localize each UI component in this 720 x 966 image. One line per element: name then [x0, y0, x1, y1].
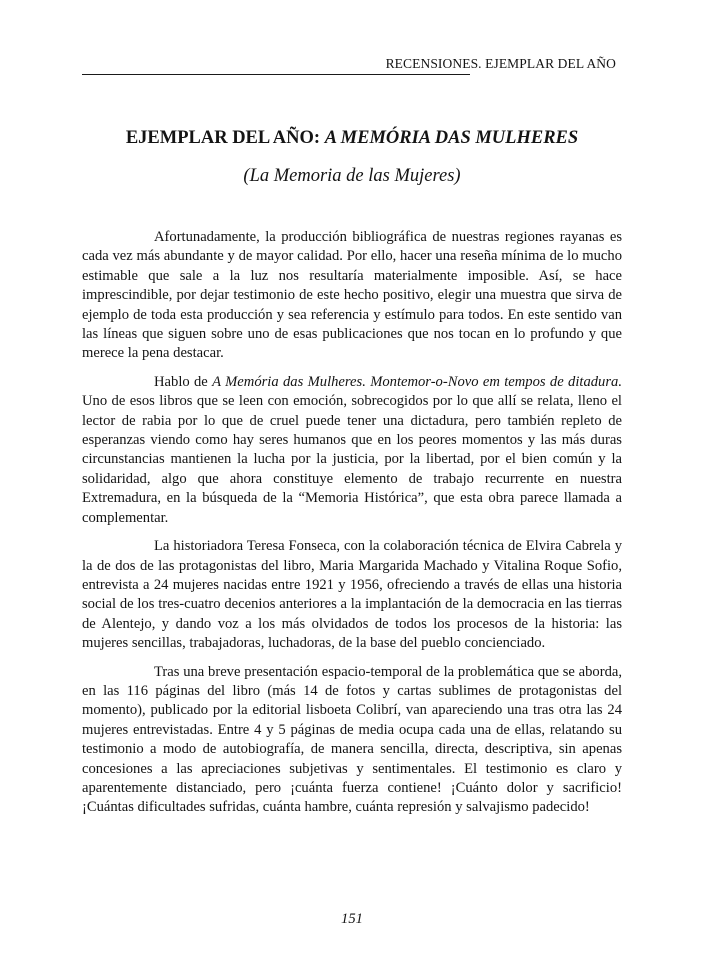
paragraph-4: Tras una breve presentación espacio-temporal de la problemática que se aborda, en las 116 páginas del libro (más 14 de fotos y cartas sublimes de protagonistas del momento), publicado por la editorial lisboeta Colibrí, van apareciendo una tras otra las 24 mujeres entrevistadas. Entre 4 y 5 páginas de media ocupa cada una de ellas, relatando su testimonio a modo de autobiografía, de manera sencilla, directa, descriptiva, sin apenas concesiones a las apreciaciones subjetivas y sentimentales. El testimonio es claro y aparentemente distanciado, pero ¡cuánta fuerza contiene! ¡Cuánto dolor y sacrificio! ¡Cuántas dificultades sufridas, cuánta hambre, cuánta represión y salvajismo padecido!	[82, 663, 622, 816]
header-rule	[82, 74, 470, 75]
article-title-lead: EJEMPLAR DEL AÑO:	[125, 128, 325, 148]
book-title-reference: A Memória das Mulheres. Montemor-o-Novo em tempos de ditadura.	[212, 373, 622, 390]
article-subtitle: (La Memoria de las Mujeres)	[243, 166, 461, 186]
article-body	[82, 228, 622, 827]
page-number: 151	[341, 911, 363, 927]
paragraph-1: Afortunadamente, la producción bibliográfica de nuestras regiones rayanas es cada vez más abundante y de mayor calidad. Por ello, hacer una reseña mínima de lo mucho estimable que sale a la luz nos resultaría materialmente imposible. Así, se hace imprescindible, por dejar testimonio de este hecho positivo, elegir una muestra que sirva de ejemplo de toda esta producción y sea referencia y estímulo para todos. En este sentido van las líneas que siguen sobre uno de esas publicaciones que nos tocan en lo profundo y que merece la pena destacar.	[82, 229, 622, 362]
article-title	[82, 128, 622, 149]
paragraph-3: La historiadora Teresa Fonseca, con la colaboración técnica de Elvira Cabrela y la de dos de las protagonistas del libro, Maria Margarida Machado y Vitalina Roque Sofio, entrevista a 24 mujeres nacidas entre 1921 y 1956, ofreciendo a través de ellas una historia social de los tres-cuatro decenios anteriores a la implantación de la democracia en las tierras de Alentejo, y dando voz a los más olvidados de todos los procesos de la historia: las mujeres sencillas, trabajadoras, luchadoras, de la base del pueblo concienciado.	[82, 538, 622, 652]
paragraph-2-lead: Hablo de	[154, 373, 213, 390]
paragraph-2-rest: Uno de esos libros que se leen con emoción, sobrecogidos por lo que allí se relata, lleno el lector de rabia por lo que de cruel puede tener una dictadura, pero también repleto de esperanzas viendo como hay seres humanos que en los peores momentos y las más duras circunstancias mantienen la lucha por la justicia, por la libertad, por el bien común y la solidaridad, algo que ahora constituye elemento de trabajo recurrente en nuestra Extremadura, en la búsqueda de la “Memoria Histórica”, que esta obra parece llamada a complementar.	[82, 393, 622, 526]
running-head: RECENSIONES. EJEMPLAR DEL AÑO	[385, 56, 616, 71]
article-title-work: A MEMÓRIA DAS MULHERES	[324, 128, 579, 148]
paragraph-2	[82, 373, 622, 528]
